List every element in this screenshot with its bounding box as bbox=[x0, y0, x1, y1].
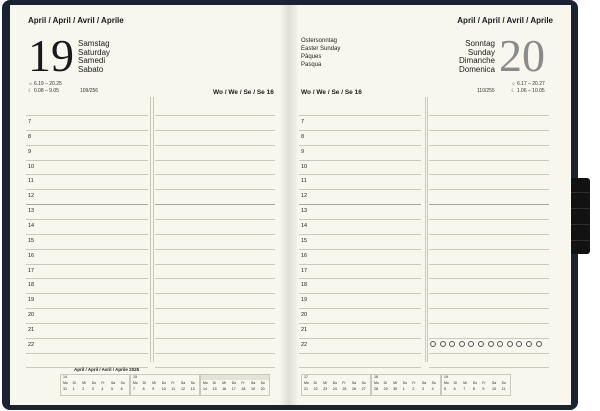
calendar-day-number[interactable]: 30 bbox=[393, 386, 398, 391]
calendar-day-number[interactable]: 9 bbox=[152, 386, 155, 391]
time-slot-line[interactable] bbox=[26, 115, 148, 116]
calendar-day-number[interactable]: 28 bbox=[374, 386, 378, 391]
book-gutter bbox=[279, 5, 299, 405]
calendar-day-abbrev: Di bbox=[72, 381, 76, 385]
calendar-week-box bbox=[60, 374, 130, 396]
note-line[interactable] bbox=[429, 115, 549, 116]
moonrise-moonset: ☾ 0.08 – 9.05 bbox=[28, 88, 59, 94]
week-label: Wo / We / Se / Se 16 bbox=[301, 89, 362, 96]
calendar-day-number[interactable]: 12 bbox=[181, 386, 185, 391]
time-slot-line[interactable] bbox=[26, 189, 148, 190]
calendar-day-number[interactable]: 1 bbox=[402, 386, 405, 391]
calendar-week-box bbox=[441, 374, 511, 396]
time-slot-line[interactable] bbox=[299, 278, 421, 279]
note-line[interactable] bbox=[429, 130, 549, 131]
hour-label: 21 bbox=[301, 326, 308, 333]
note-line[interactable] bbox=[429, 278, 549, 279]
note-line[interactable] bbox=[155, 219, 275, 220]
holiday-en: Easter Sunday bbox=[301, 46, 341, 52]
time-slot-line[interactable] bbox=[26, 278, 148, 279]
note-line[interactable] bbox=[429, 264, 549, 265]
note-line[interactable] bbox=[429, 160, 549, 161]
calendar-day-number[interactable]: 26 bbox=[352, 386, 356, 391]
hour-label: 20 bbox=[301, 312, 308, 319]
day-name-en: Saturday bbox=[78, 47, 111, 57]
calendar-day-abbrev: Mi bbox=[82, 381, 86, 385]
note-line[interactable] bbox=[155, 160, 275, 161]
calendar-day-number[interactable]: 11 bbox=[501, 386, 506, 391]
calendar-day-abbrev: So bbox=[190, 381, 195, 385]
hour-label: 22 bbox=[301, 341, 308, 348]
calendar-day-number[interactable]: 9 bbox=[482, 386, 485, 391]
calendar-day-abbrev: Mi bbox=[463, 381, 467, 385]
moon-phase-icon bbox=[478, 341, 484, 347]
time-slot-line[interactable] bbox=[299, 115, 421, 116]
time-slot-line[interactable] bbox=[299, 293, 421, 294]
column-divider bbox=[150, 97, 151, 362]
calendar-day-abbrev: So bbox=[120, 381, 125, 385]
time-slot-line[interactable] bbox=[26, 293, 148, 294]
note-line[interactable] bbox=[155, 367, 275, 368]
calendar-day-abbrev: Mo bbox=[374, 381, 379, 385]
left-page bbox=[10, 5, 289, 405]
holiday-it: Pasqua bbox=[301, 62, 322, 68]
day-name-en: Sunday bbox=[467, 47, 495, 57]
hour-label: 7 bbox=[301, 119, 305, 125]
hour-label: 11 bbox=[28, 178, 34, 185]
moon-phase-icon bbox=[449, 341, 455, 347]
time-slot-line[interactable] bbox=[26, 353, 148, 354]
note-line[interactable] bbox=[429, 308, 549, 309]
calendar-day-abbrev: Do bbox=[332, 381, 338, 385]
holiday-de: Ostersonntag bbox=[301, 38, 338, 44]
note-line[interactable] bbox=[155, 278, 275, 279]
moon-phase-icon bbox=[468, 341, 474, 347]
time-slot-line[interactable] bbox=[299, 367, 421, 368]
note-line[interactable] bbox=[429, 323, 549, 324]
time-slot-line[interactable] bbox=[26, 145, 148, 146]
calendar-day-number[interactable]: 20 bbox=[260, 386, 265, 391]
hour-label: 18 bbox=[301, 282, 308, 289]
day-name-fr: Samedi bbox=[78, 56, 106, 65]
column-divider bbox=[425, 97, 426, 362]
hour-label: 10 bbox=[301, 163, 308, 170]
day-name-it: Sabato bbox=[78, 64, 104, 74]
calendar-day-abbrev: Fr bbox=[171, 381, 175, 385]
time-slot-line[interactable] bbox=[299, 130, 421, 131]
note-line[interactable] bbox=[155, 353, 275, 354]
day-name-de: Samstag bbox=[78, 39, 110, 48]
hour-label: 9 bbox=[28, 148, 32, 155]
holiday-fr: Pâques bbox=[301, 54, 322, 60]
note-line[interactable] bbox=[429, 234, 549, 235]
hour-label: 12 bbox=[28, 193, 35, 200]
calendar-day-abbrev: Di bbox=[453, 381, 457, 385]
calendar-day-abbrev: So bbox=[501, 381, 506, 385]
note-line[interactable] bbox=[155, 323, 275, 324]
calendar-week-box bbox=[301, 374, 371, 396]
calendar-day-abbrev: Di bbox=[313, 381, 317, 385]
calendar-day-number[interactable]: 8 bbox=[142, 386, 145, 391]
time-slot-line[interactable] bbox=[299, 308, 421, 309]
hour-label: 14 bbox=[301, 222, 308, 229]
calendar-day-number[interactable]: 16 bbox=[222, 386, 227, 391]
calendar-day-abbrev: Fr bbox=[241, 381, 245, 385]
note-line[interactable] bbox=[155, 204, 275, 205]
hour-label: 7 bbox=[28, 119, 32, 125]
calendar-day-number[interactable]: 29 bbox=[383, 386, 388, 391]
calendar-day-number[interactable]: 8 bbox=[472, 386, 475, 391]
day-name-fr: Dimanche bbox=[458, 56, 495, 65]
calendar-day-abbrev: Sa bbox=[492, 381, 497, 385]
moon-phase-icon bbox=[516, 341, 522, 347]
calendar-day-abbrev: Di bbox=[383, 381, 387, 385]
time-slot-line[interactable] bbox=[299, 234, 421, 235]
time-slot-line[interactable] bbox=[26, 308, 148, 309]
hour-label: 18 bbox=[28, 282, 35, 289]
calendar-day-number[interactable]: 6 bbox=[120, 386, 123, 391]
month-header: April / April / Avril / Aprile bbox=[457, 16, 553, 25]
time-slot-line[interactable] bbox=[299, 219, 421, 220]
note-line[interactable] bbox=[155, 189, 275, 190]
calendar-day-number[interactable]: 25 bbox=[342, 386, 347, 391]
moon-phase-icon bbox=[488, 341, 494, 347]
time-slot-line[interactable] bbox=[299, 204, 421, 205]
calendar-day-number[interactable]: 11 bbox=[171, 386, 176, 391]
calendar-day-abbrev: Mo bbox=[203, 381, 208, 385]
calendar-day-abbrev: Sa bbox=[181, 381, 186, 385]
note-line[interactable] bbox=[155, 338, 275, 339]
note-line[interactable] bbox=[429, 145, 549, 146]
calendar-week-box bbox=[371, 374, 441, 396]
moonrise-moonset: ☾ 1.06 – 10.05 bbox=[511, 88, 545, 94]
sunrise-sunset: ☼ 6.19 – 20.25 bbox=[28, 81, 62, 87]
calendar-week-number: 19 bbox=[444, 375, 448, 379]
time-slot-line[interactable] bbox=[299, 264, 421, 265]
note-line[interactable] bbox=[429, 174, 549, 175]
calendar-day-abbrev: Do bbox=[472, 381, 478, 385]
right-page bbox=[289, 5, 571, 405]
calendar-day-abbrev: Do bbox=[402, 381, 408, 385]
day-number: 19 bbox=[28, 30, 74, 81]
hour-label: 11 bbox=[301, 178, 307, 185]
calendar-day-number[interactable]: 10 bbox=[161, 386, 166, 391]
day-number: 20 bbox=[499, 30, 545, 81]
calendar-day-number[interactable]: 7 bbox=[133, 386, 135, 391]
mini-calendar-title: April / April / Avril / Aprile 2025 bbox=[74, 367, 140, 372]
note-line[interactable] bbox=[429, 189, 549, 190]
calendar-day-abbrev: Mi bbox=[393, 381, 397, 385]
hour-label: 21 bbox=[28, 326, 35, 333]
time-slot-line[interactable] bbox=[299, 249, 421, 250]
calendar-day-number[interactable]: 3 bbox=[422, 386, 424, 391]
note-line[interactable] bbox=[155, 293, 275, 294]
calendar-day-abbrev: Di bbox=[142, 381, 146, 385]
calendar-day-abbrev: Mo bbox=[63, 381, 68, 385]
note-line[interactable] bbox=[155, 130, 275, 131]
calendar-day-abbrev: Do bbox=[231, 381, 237, 385]
calendar-day-number[interactable]: 18 bbox=[241, 386, 246, 391]
calendar-day-number[interactable]: 13 bbox=[190, 386, 195, 391]
hour-label: 15 bbox=[28, 237, 35, 244]
calendar-day-number[interactable]: 31 bbox=[63, 386, 67, 391]
calendar-day-abbrev: Do bbox=[161, 381, 167, 385]
time-slot-line[interactable] bbox=[26, 249, 148, 250]
time-slot-line[interactable] bbox=[26, 160, 148, 161]
hour-label: 20 bbox=[28, 312, 35, 319]
calendar-day-abbrev: Mi bbox=[323, 381, 327, 385]
calendar-day-number[interactable]: 4 bbox=[431, 386, 434, 391]
calendar-day-abbrev: Mo bbox=[444, 381, 449, 385]
calendar-day-number[interactable]: 3 bbox=[91, 386, 94, 391]
sunrise-sunset: ☼ 6.17 – 20.27 bbox=[511, 81, 545, 87]
moon-phase-icon bbox=[497, 341, 503, 347]
calendar-week-number: 18 bbox=[374, 375, 378, 379]
calendar-day-number[interactable]: 2 bbox=[412, 386, 415, 391]
calendar-day-number[interactable]: 15 bbox=[212, 386, 217, 391]
moon-icon: ☾ bbox=[511, 88, 516, 94]
calendar-day-number[interactable]: 17 bbox=[231, 386, 236, 391]
calendar-day-number[interactable]: 10 bbox=[492, 386, 496, 391]
elastic-closure-strap[interactable] bbox=[569, 178, 590, 254]
time-slot-line[interactable] bbox=[26, 264, 148, 265]
hour-label: 9 bbox=[301, 148, 305, 155]
calendar-day-number[interactable]: 7 bbox=[463, 386, 466, 391]
hour-label: 12 bbox=[301, 193, 308, 200]
calendar-day-abbrev: Sa bbox=[352, 381, 357, 385]
calendar-day-number[interactable]: 5 bbox=[444, 386, 446, 391]
calendar-day-number[interactable]: 19 bbox=[251, 386, 255, 391]
calendar-week-number: 17 bbox=[304, 375, 308, 379]
calendar-day-abbrev: Di bbox=[212, 381, 216, 385]
time-slot-line[interactable] bbox=[26, 219, 148, 220]
hour-label: 16 bbox=[301, 252, 308, 259]
sun-icon: ☼ bbox=[511, 81, 516, 87]
hour-label: 13 bbox=[301, 208, 308, 215]
calendar-day-abbrev: Mi bbox=[222, 381, 226, 385]
calendar-day-abbrev: Fr bbox=[482, 381, 486, 385]
time-slot-line[interactable] bbox=[299, 338, 421, 339]
time-slot-line[interactable] bbox=[26, 130, 148, 131]
moon-phase-icon bbox=[507, 341, 513, 347]
time-slot-line[interactable] bbox=[299, 323, 421, 324]
sun-icon: ☼ bbox=[28, 81, 33, 87]
calendar-day-abbrev: Fr bbox=[412, 381, 416, 385]
moon-phase-icon bbox=[440, 341, 446, 347]
time-slot-line[interactable] bbox=[26, 323, 148, 324]
hour-label: 19 bbox=[28, 297, 35, 304]
week-label: Wo / We / Se / Se 16 bbox=[213, 89, 274, 96]
calendar-week-box bbox=[130, 374, 200, 396]
time-slot-line[interactable] bbox=[26, 338, 148, 339]
note-line[interactable] bbox=[429, 219, 549, 220]
moon-phase-icon bbox=[459, 341, 465, 347]
moon-phase-icon bbox=[430, 341, 436, 347]
calendar-day-abbrev: So bbox=[361, 381, 366, 385]
note-line[interactable] bbox=[155, 234, 275, 235]
day-of-year: 109/256 bbox=[80, 88, 99, 94]
time-slot-line[interactable] bbox=[299, 189, 421, 190]
calendar-day-abbrev: Sa bbox=[111, 381, 116, 385]
calendar-day-number[interactable]: 14 bbox=[203, 386, 207, 391]
calendar-day-number[interactable]: 22 bbox=[313, 386, 318, 391]
column-divider bbox=[427, 97, 428, 362]
time-slot-line[interactable] bbox=[299, 353, 421, 354]
moon-icon: ☾ bbox=[28, 88, 33, 94]
hour-label: 16 bbox=[28, 252, 35, 259]
note-line[interactable] bbox=[155, 115, 275, 116]
note-line[interactable] bbox=[155, 264, 275, 265]
hour-label: 8 bbox=[301, 133, 305, 140]
moon-phase-icon bbox=[526, 341, 532, 347]
calendar-day-number[interactable]: 2 bbox=[82, 386, 85, 391]
time-slot-line[interactable] bbox=[299, 174, 421, 175]
calendar-day-number[interactable]: 1 bbox=[72, 386, 75, 391]
calendar-day-number[interactable]: 24 bbox=[332, 386, 337, 391]
note-line[interactable] bbox=[155, 308, 275, 309]
time-slot-line[interactable] bbox=[299, 145, 421, 146]
hour-label: 15 bbox=[301, 237, 308, 244]
calendar-day-abbrev: Fr bbox=[342, 381, 346, 385]
day-of-year: 110/255 bbox=[477, 88, 495, 94]
moon-phase-icon bbox=[536, 341, 542, 347]
note-line[interactable] bbox=[429, 204, 549, 205]
calendar-day-abbrev: Mo bbox=[133, 381, 138, 385]
hour-label: 17 bbox=[301, 267, 308, 274]
hour-label: 10 bbox=[28, 163, 35, 170]
calendar-day-number[interactable]: 6 bbox=[453, 386, 456, 391]
note-line[interactable] bbox=[429, 367, 549, 368]
hour-label: 19 bbox=[301, 297, 308, 304]
note-line[interactable] bbox=[429, 249, 549, 250]
calendar-day-number[interactable]: 5 bbox=[111, 386, 113, 391]
calendar-day-abbrev: Mo bbox=[304, 381, 309, 385]
calendar-day-number[interactable]: 27 bbox=[361, 386, 366, 391]
note-line[interactable] bbox=[155, 145, 275, 146]
calendar-week-number: 15 bbox=[133, 375, 137, 379]
column-divider bbox=[153, 97, 154, 362]
calendar-day-abbrev: Sa bbox=[422, 381, 427, 385]
calendar-day-abbrev: So bbox=[431, 381, 436, 385]
calendar-day-number[interactable]: 4 bbox=[101, 386, 104, 391]
month-header: April / April / Avril / Aprile bbox=[28, 16, 124, 25]
calendar-day-abbrev: Fr bbox=[101, 381, 105, 385]
hour-label: 13 bbox=[28, 208, 35, 215]
calendar-day-number[interactable]: 21 bbox=[304, 386, 308, 391]
hour-label: 14 bbox=[28, 222, 35, 229]
time-slot-line[interactable] bbox=[26, 234, 148, 235]
note-line[interactable] bbox=[429, 353, 549, 354]
calendar-day-number[interactable]: 23 bbox=[323, 386, 328, 391]
note-line[interactable] bbox=[155, 174, 275, 175]
calendar-day-abbrev: Sa bbox=[251, 381, 256, 385]
calendar-day-abbrev: Mi bbox=[152, 381, 156, 385]
hour-label: 8 bbox=[28, 133, 32, 140]
current-week-highlight bbox=[201, 375, 269, 380]
calendar-week-number: 14 bbox=[63, 375, 67, 379]
hour-label: 22 bbox=[28, 341, 35, 348]
time-slot-line[interactable] bbox=[26, 174, 148, 175]
time-slot-line[interactable] bbox=[26, 204, 148, 205]
hour-label: 17 bbox=[28, 267, 35, 274]
day-name-de: Sonntag bbox=[465, 39, 495, 48]
time-slot-line[interactable] bbox=[299, 160, 421, 161]
calendar-day-abbrev: So bbox=[260, 381, 265, 385]
day-name-it: Domenica bbox=[458, 64, 495, 74]
note-line[interactable] bbox=[429, 338, 549, 339]
calendar-day-abbrev: Do bbox=[91, 381, 97, 385]
note-line[interactable] bbox=[429, 293, 549, 294]
note-line[interactable] bbox=[155, 249, 275, 250]
